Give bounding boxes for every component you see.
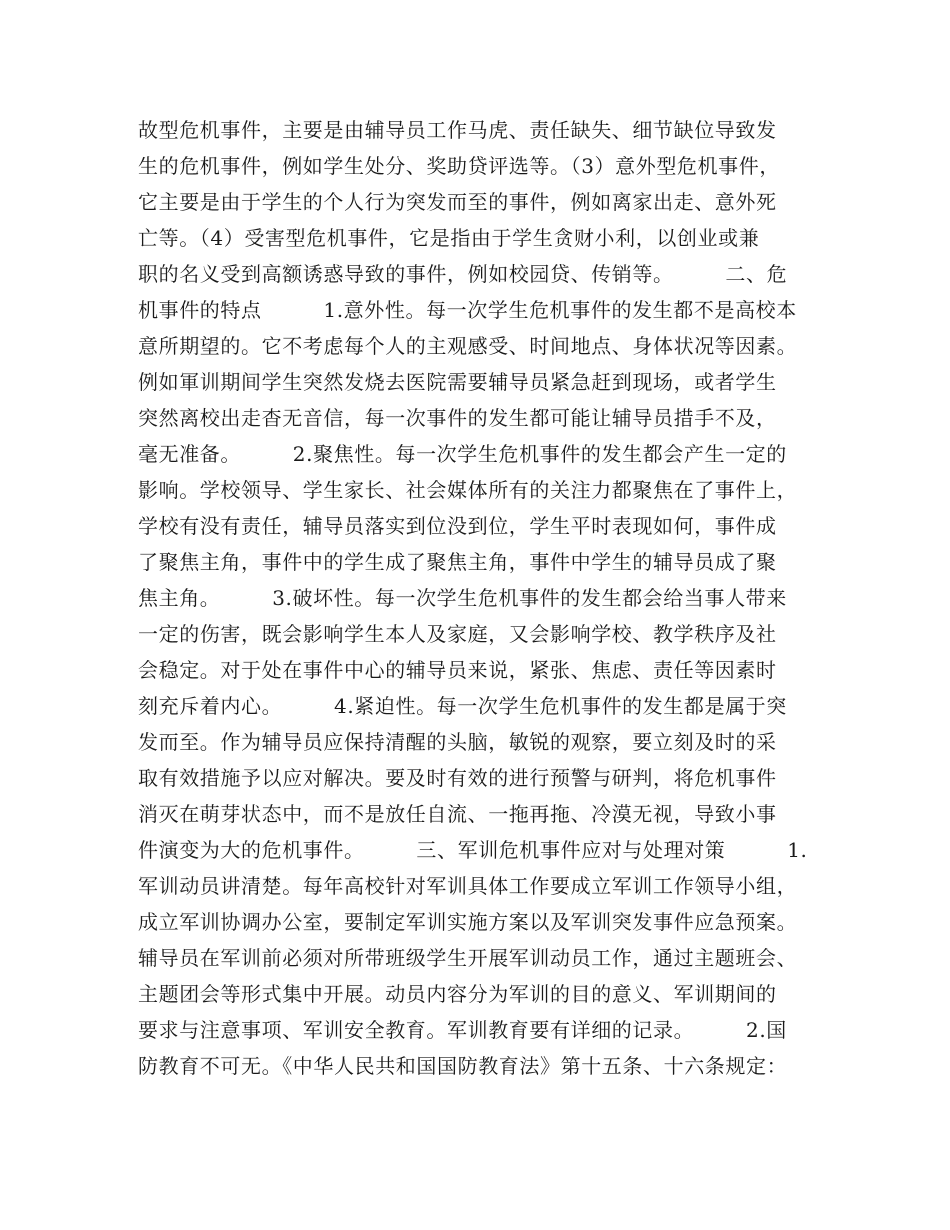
text-line: 生的危机事件，例如学生处分、奖助贷评选等。（3）意外型危机事件， — [138, 154, 780, 178]
text-line: 学校有没有责任，辅导员落实到位没到位，学生平时表现如何，事件成 — [138, 514, 777, 538]
text-line: 军训动员讲清楚。每年高校针对军训具体工作要成立军训工作领导小组， — [138, 874, 798, 898]
text-line: 焦主角。 3.破坏性。每一次学生危机事件的发生都会给当事人带来 — [138, 586, 787, 610]
text-line: 了聚焦主角，事件中的学生成了聚焦主角，事件中学生的辅导员成了聚 — [138, 550, 777, 574]
text-line: 一定的伤害，既会影响学生本人及家庭，又会影响学校、教学秩序及社 — [138, 622, 777, 646]
text-line: 刻充斥着内心。 4.紧迫性。每一次学生危机事件的发生都是属于突 — [138, 694, 787, 718]
text-line: 消灭在萌芽状态中，而不是放任自流、一拖再拖、冷漠无视，导致小事 — [138, 802, 777, 826]
text-line: 影响。学校领导、学生家长、社会媒体所有的关注力都聚焦在了事件上， — [138, 478, 798, 502]
text-line: 主题团会等形式集中开展。动员内容分为军训的目的意义、军训期间的 — [138, 982, 777, 1006]
text-line: 突然离校出走杳无音信，每一次事件的发生都可能让辅导员措手不及， — [138, 406, 777, 430]
text-line: 毫无准备。 2.聚焦性。每一次学生危机事件的发生都会产生一定的 — [138, 442, 787, 466]
text-line: 它主要是由于学生的个人行为突发而至的事件，例如离家出走、意外死 — [138, 190, 777, 214]
text-line: 成立军训协调办公室，要制定军训实施方案以及军训突发事件应急预案。 — [138, 910, 798, 934]
text-line: 件演变为大的危机事件。 三、军训危机事件应对与处理对策 1. — [138, 838, 808, 862]
text-line: 取有效措施予以应对解决。要及时有效的进行预警与研判，将危机事件 — [138, 766, 777, 790]
body-text — [138, 112, 828, 1084]
text-line: 亡等。（4）受害型危机事件，它是指由于学生贪财小利，以创业或兼 — [138, 226, 760, 250]
text-line: 会稳定。对于处在事件中心的辅导员来说，紧张、焦虑、责任等因素时 — [138, 658, 777, 682]
text-line: 意所期望的。它不考虑每个人的主观感受、时间地点、身体状况等因素。 — [138, 334, 798, 358]
text-line: 发而至。作为辅导员应保持清醒的头脑，敏锐的观察，要立刻及时的采 — [138, 730, 777, 754]
text-line: 故型危机事件，主要是由辅导员工作马虎、责任缺失、细节缺位导致发 — [138, 118, 777, 142]
text-line: 要求与注意事项、军训安全教育。军训教育要有详细的记录。 2.国 — [138, 1018, 787, 1042]
text-line: 辅导员在军训前必须对所带班级学生开展军训动员工作，通过主题班会、 — [138, 946, 798, 970]
text-line: 例如軍训期间学生突然发烧去医院需要辅导员紧急赶到现场，或者学生 — [138, 370, 777, 394]
text-line: 防教育不可无。《中华人民共和国国防教育法》第十五条、十六条规定： — [138, 1054, 788, 1078]
text-line: 职的名义受到高额诱惑导致的事件，例如校园贷、传销等。 二、危 — [138, 262, 788, 286]
text-line: 机事件的特点 1.意外性。每一次学生危机事件的发生都不是高校本 — [138, 298, 797, 322]
